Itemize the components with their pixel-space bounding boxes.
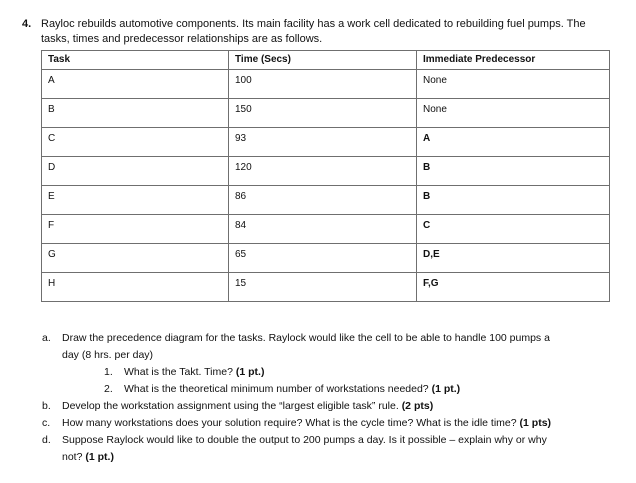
question-a2-marker: 2. [104,383,113,395]
question-a1-marker: 1. [104,366,113,378]
cell-time: 84 [229,215,417,244]
question-d-text-line2: not? [62,451,83,463]
cell-predecessor: B [417,186,610,215]
question-c-text: How many workstations does your solution require? What is the cycle time? What is the idle time? [62,417,517,429]
cell-task: A [42,70,229,99]
header-time: Time (Secs) [229,51,417,70]
cell-time: 120 [229,157,417,186]
question-b-text: Develop the workstation assignment using the “largest eligible task” rule. [62,400,399,412]
cell-task: B [42,99,229,128]
cell-predecessor: A [417,128,610,157]
header-task: Task [42,51,229,70]
problem-text-line2: tasks, times and predecessor relationships are as follows. [41,33,323,45]
problem-text-line1: Rayloc rebuilds automotive components. Its main facility has a work cell dedicated to rebuilding fuel pumps. The [41,18,586,30]
cell-predecessor: B [417,157,610,186]
cell-predecessor: D,E [417,244,610,273]
cell-time: 93 [229,128,417,157]
question-a2 [124,381,460,398]
header-predecessor: Immediate Predecessor [417,51,610,70]
cell-predecessor: None [417,70,610,99]
question-c [62,415,551,432]
cell-time: 86 [229,186,417,215]
cell-task: D [42,157,229,186]
cell-predecessor: F,G [417,273,610,302]
cell-time: 65 [229,244,417,273]
question-c-marker: c. [42,417,51,429]
table-row [42,157,610,186]
question-c-points: (1 pts) [519,417,552,429]
question-a-text-line1: Draw the precedence diagram for the tasks. Raylock would like the cell to be able to handle 100 pumps a [62,332,550,344]
table-header-row [42,51,610,70]
question-a1-text: What is the Takt. Time? [124,366,233,378]
cell-predecessor: None [417,99,610,128]
question-b-points: (2 pts) [401,400,434,412]
cell-task: G [42,244,229,273]
table-row [42,244,610,273]
cell-task: F [42,215,229,244]
question-d-line2 [62,449,114,466]
question-a-marker: a. [42,332,51,344]
question-b [62,398,433,415]
question-a-text-line2: day (8 hrs. per day) [62,349,154,361]
cell-task: H [42,273,229,302]
table-row [42,186,610,215]
table-row [42,273,610,302]
table-row [42,99,610,128]
table-row [42,70,610,99]
question-a2-text: What is the theoretical minimum number of workstations needed? [124,383,429,395]
cell-task: C [42,128,229,157]
cell-time: 15 [229,273,417,302]
question-d-points: (1 pt.) [85,451,114,463]
question-b-marker: b. [42,400,51,412]
cell-task: E [42,186,229,215]
question-a1-points: (1 pt.) [235,366,265,378]
task-table [41,50,610,302]
question-a1 [124,364,264,381]
problem-number: 4. [22,18,32,30]
cell-time: 150 [229,99,417,128]
cell-time: 100 [229,70,417,99]
table-row [42,215,610,244]
cell-predecessor: C [417,215,610,244]
table-row [42,128,610,157]
question-d-marker: d. [42,434,51,446]
question-d-text-line1: Suppose Raylock would like to double the output to 200 pumps a day. Is it possible – explain why or why [62,434,547,446]
question-a2-points: (1 pt.) [431,383,461,395]
